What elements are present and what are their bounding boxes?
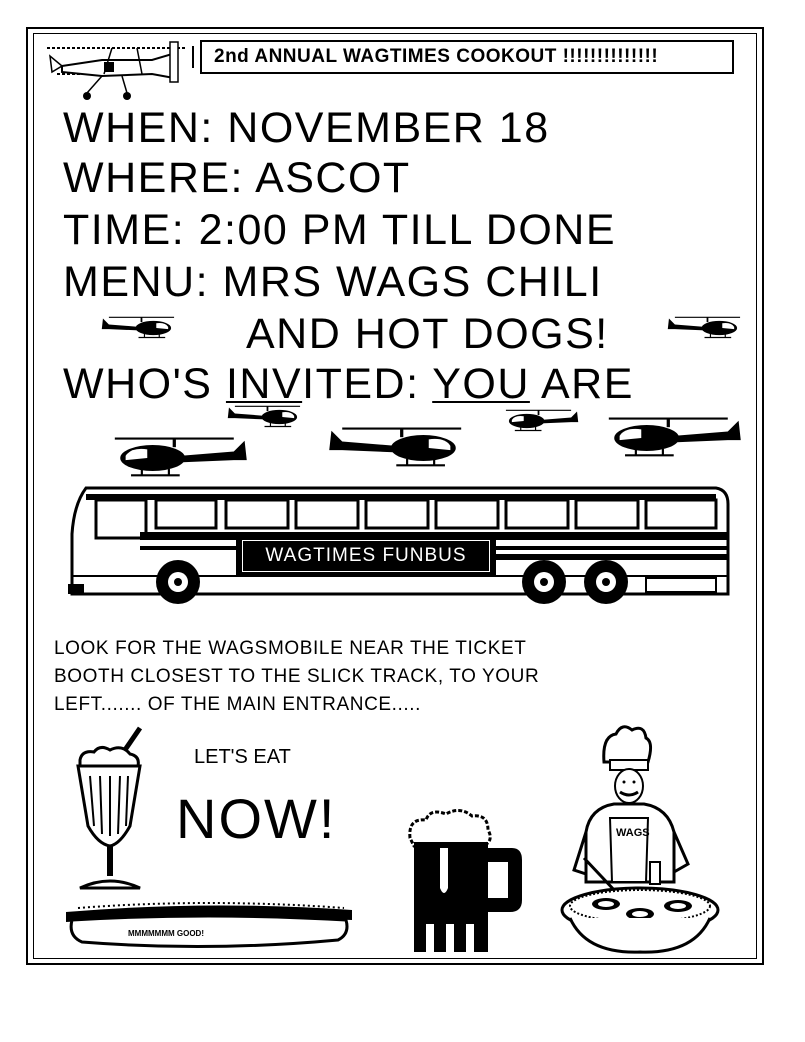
menu-line-2: AND HOT DOGS! (246, 310, 609, 358)
biplane-icon (42, 38, 192, 104)
flyer-title (200, 40, 734, 74)
chef-grill-icon (556, 722, 724, 954)
bus-sign (236, 534, 496, 576)
directions-line-3: LEFT....... OF THE MAIN ENTRANCE..... (54, 694, 422, 715)
flyer-title-text: 2nd ANNUAL WAGTIMES COOKOUT !!!!!!!!!!!!!! (214, 46, 659, 67)
lets-eat-text: LET'S EAT (194, 746, 291, 768)
directions-line-1: LOOK FOR THE WAGSMOBILE NEAR THE TICKET (54, 638, 527, 659)
invited-middle: ITED: (302, 360, 433, 408)
helicopter-icon (500, 408, 580, 434)
invited-underlined: INV (225, 360, 303, 408)
hotdog-icon (58, 898, 360, 954)
helicopter-icon (666, 315, 746, 341)
directions-line-2: BOOTH CLOSEST TO THE SLICK TRACK, TO YOUR (54, 666, 540, 687)
helicopter-icon (326, 426, 472, 470)
milkshake-icon (70, 726, 150, 894)
invited-prefix: WHO'S (63, 360, 226, 408)
beer-mug-icon (400, 808, 526, 956)
title-tick-decoration (192, 46, 200, 68)
chef-apron-label: WAGS (616, 827, 650, 839)
helicopter-icon (598, 416, 744, 460)
helicopter-icon (100, 315, 180, 341)
helicopter-icon (226, 404, 306, 430)
bus-sign-text: WAGTIMES FUNBUS (242, 540, 490, 572)
invited-underlined-2: YOU (432, 360, 530, 408)
where-line: WHERE: ASCOT (63, 154, 411, 202)
helicopter-icon (104, 436, 250, 480)
now-text: NOW! (176, 787, 337, 850)
menu-line-1: MENU: MRS WAGS CHILI (63, 258, 603, 306)
when-line: WHEN: NOVEMBER 18 (63, 104, 550, 152)
time-line: TIME: 2:00 PM TILL DONE (63, 206, 617, 254)
hotdog-caption: MMMMMMM GOOD! (128, 929, 204, 938)
invited-line (63, 360, 634, 408)
invited-suffix: ARE (529, 360, 634, 408)
